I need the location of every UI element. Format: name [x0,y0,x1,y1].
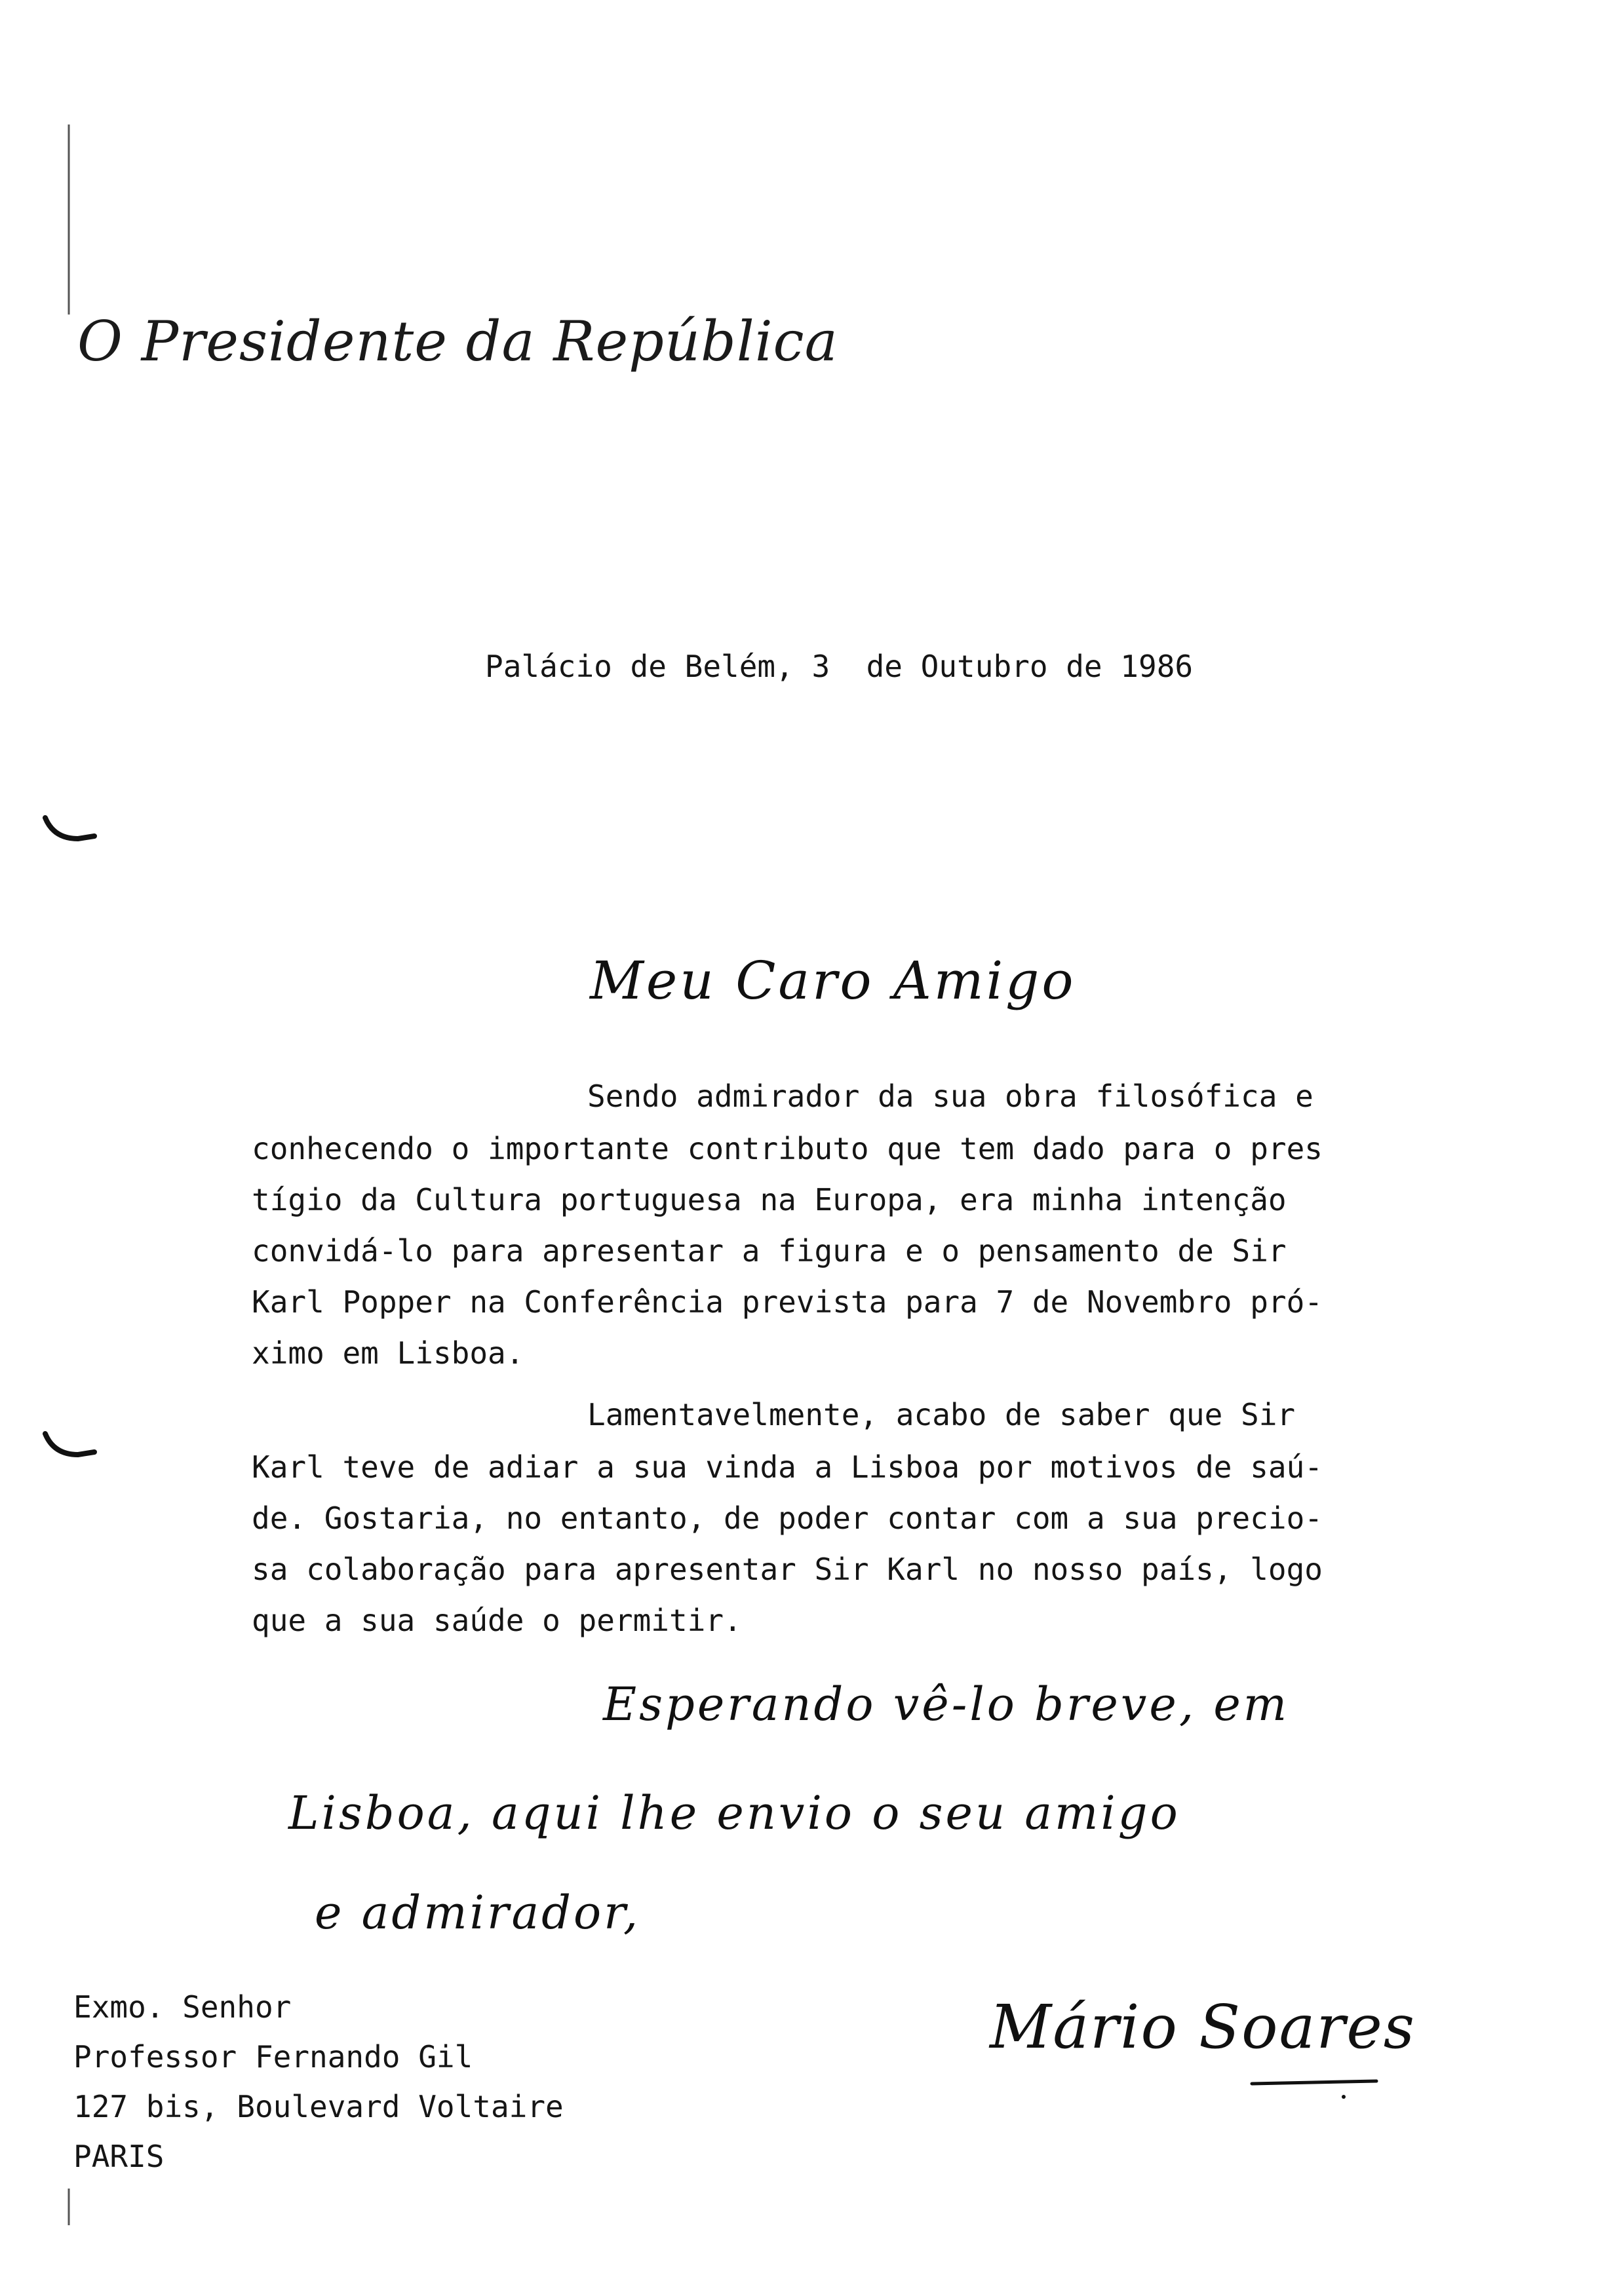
address-line: Exmo. Senhor [73,1989,292,2025]
text-line: tígio da Cultura portuguesa na Europa, era minha intenção [252,1182,1287,1217]
closing-line-1: Esperando vê-lo breve, em [603,1677,1290,1731]
closing-line-2: Lisboa, aqui lhe envio o seu amigo [288,1786,1180,1840]
text-line: conhecendo o importante contributo que tem dado para o pres [252,1131,1323,1166]
address-line: PARIS [73,2139,165,2174]
text-line: convidá-lo para apresentar a figura e o pensamento de Sir [252,1233,1287,1269]
punch-hole-mark-upper [42,813,101,852]
text-line: que a sua saúde o permitir. [252,1603,742,1638]
text-line: ximo em Lisboa. [252,1335,524,1371]
text-line: de. Gostaria, no entanto, de poder contar com a sua precio- [252,1501,1323,1536]
letterhead: O Presidente da República [77,309,838,373]
text-line: Lamentavelmente, acabo de saber que Sir [587,1397,1296,1432]
punch-hole-mark-lower [42,1428,101,1468]
text-line: Sendo admirador da sua obra filosófica e [587,1079,1313,1114]
address-line: 127 bis, Boulevard Voltaire [73,2089,564,2124]
text-line: sa colaboração para apresentar Sir Karl no nosso país, logo [252,1552,1323,1587]
text-line: Karl teve de adiar a sua vinda a Lisboa por motivos de saú- [252,1449,1323,1485]
left-margin-rule-top [66,124,72,321]
signature-underline [1245,2078,1390,2105]
closing-line-3: e admirador, [315,1886,641,1940]
left-margin-rule-bottom [66,2189,72,2228]
address-line: Professor Fernando Gil [73,2039,473,2075]
signature: Mário Soares [990,1992,1416,2062]
text-line: Karl Popper na Conferência prevista para 7 de Novembro pró- [252,1284,1323,1320]
salutation-handwritten: Meu Caro Amigo [590,950,1076,1011]
place-date: Palácio de Belém, 3 de Outubro de 1986 [485,649,1194,684]
